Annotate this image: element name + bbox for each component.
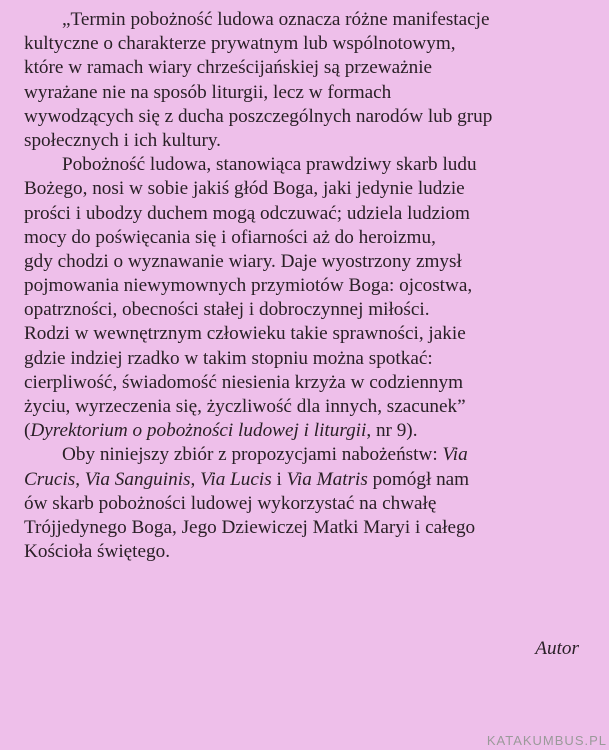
text-line: Bożego, nosi w sobie jakiś głód Boga, jaki jedynie ludzie [24,178,465,200]
text-line: Trójjedynego Boga, Jego Dziewiczej Matki Maryi i całego [24,516,476,538]
text-line: mocy do poświęcania się i ofiarności aż do heroizmu, [24,226,436,248]
italic-run: Via Lucis [200,468,272,490]
text-run: , [75,468,85,490]
text-line: Pobożność ludowa, stanowiąca prawdziwy skarb ludu [62,154,477,176]
italic-run: Via Sanguinis [84,468,191,490]
text-run: pomógł nam [367,468,470,490]
text-line: Kościoła świętego. [24,541,171,563]
text-line: które w ramach wiary chrześcijańskiej są przeważnie [24,57,433,79]
citation-title: Dyrektorium o pobożności ludowej i liturgii [30,420,367,442]
italic-run: Via [442,444,468,466]
document-body [24,8,591,564]
text-line [24,468,591,492]
text-line: gdy chodzi o wyznawanie wiary. Daje wyostrzony zmysł [24,250,462,272]
text-line: wyrażane nie na sposób liturgii, lecz w formach [24,81,392,103]
italic-run: Via Matris [286,468,368,490]
text-line: Rodzi w wewnętrznym człowieku takie sprawności, jakie [24,323,466,345]
text-run: i [271,468,287,490]
text-run: , [190,468,201,490]
paragraph-3 [24,443,591,564]
text-line [24,443,591,467]
text-line: wywodzących się z ducha poszczególnych narodów lub grup [24,105,493,127]
text-line: prości i ubodzy duchem mogą odczuwać; udziela ludziom [24,202,470,224]
citation-close: , nr 9). [366,420,418,442]
text-run: Oby niniejszy zbiór z propozycjami nabożeństw: [62,444,443,466]
paragraph-1 [24,8,591,153]
author-signature: Autor [535,638,579,659]
text-line: gdzie indziej rzadko w takim stopniu można spotkać: [24,347,433,369]
text-line: kultyczne o charakterze prywatnym lub wspólnotowym, [24,33,456,55]
text-line: cierpliwość, świadomość niesienia krzyża w codziennym [24,371,464,393]
text-line: opatrzności, obecności stałej i dobroczynnej miłości. [24,299,430,321]
paragraph-2 [24,153,591,443]
text-line: pojmowania niewymownych przymiotów Boga: ojcostwa, [24,275,473,297]
text-line: „Termin pobożność ludowa oznacza różne manifestacje [62,9,490,30]
text-line: życiu, wyrzeczenia się, życzliwość dla innych, szacunek” [24,396,466,417]
text-line: ów skarb pobożności ludowej wykorzystać na chwałę [24,492,437,514]
watermark: KATAKUMBUS.PL [486,733,607,748]
citation-line [24,419,591,443]
citation-open: ( [24,420,31,442]
text-line: społecznych i ich kultury. [24,129,221,151]
italic-run: Crucis [24,468,76,490]
